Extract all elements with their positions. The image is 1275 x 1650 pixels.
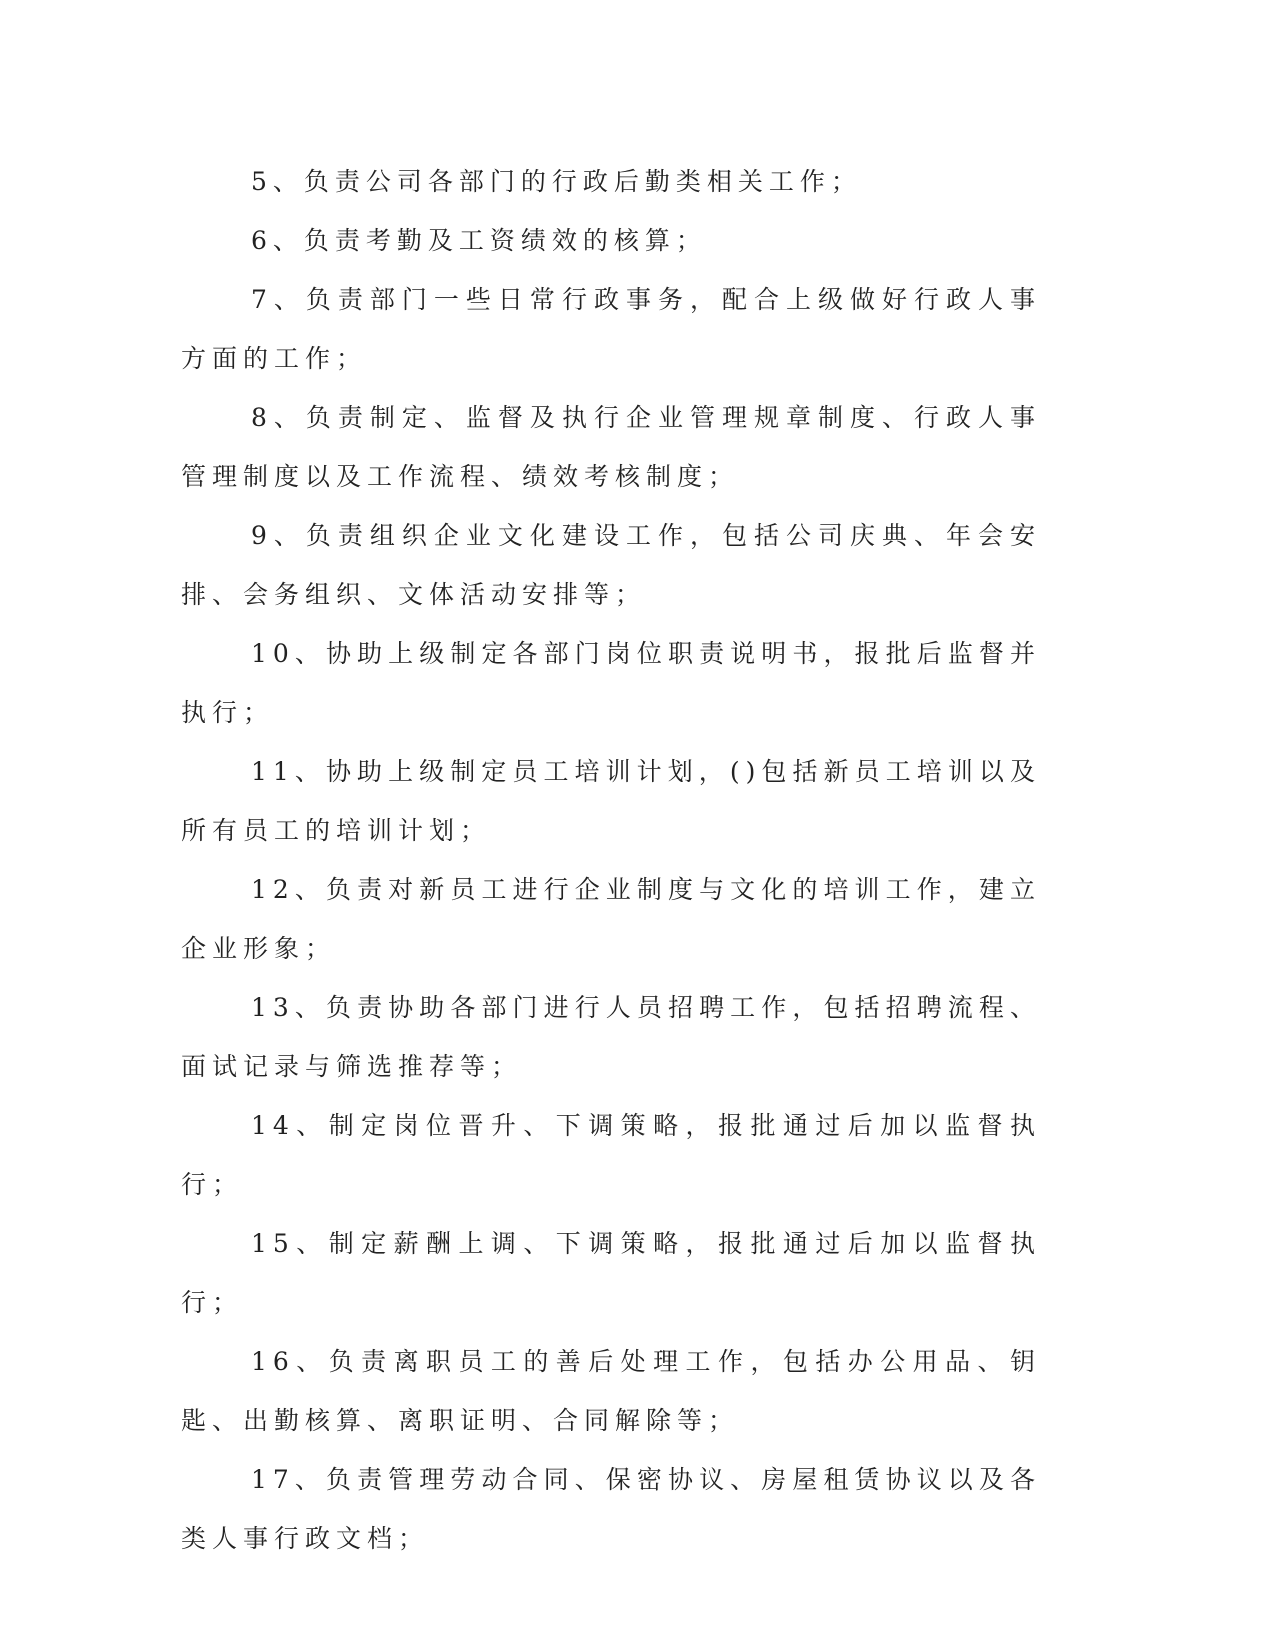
paragraph-item-14: 14、制定岗位晋升、下调策略，报批通过后加以监督执行； [181,1111,1041,1199]
document-body [181,152,1041,1568]
paragraph-item-13: 13、负责协助各部门进行人员招聘工作，包括招聘流程、面试记录与筛选推荐等； [181,993,1041,1081]
paragraph-item-12: 12、负责对新员工进行企业制度与文化的培训工作，建立企业形象； [181,875,1041,963]
paragraph-item-7: 7、负责部门一些日常行政事务，配合上级做好行政人事方面的工作； [181,285,1041,373]
paragraph-item-9: 9、负责组织企业文化建设工作，包括公司庆典、年会安排、会务组织、文体活动安排等； [181,521,1041,609]
paragraph-item-8: 8、负责制定、监督及执行企业管理规章制度、行政人事管理制度以及工作流程、绩效考核制度； [181,403,1041,491]
paragraph-item-6: 6、负责考勤及工资绩效的核算； [251,226,707,255]
paragraph-item-11: 11、协助上级制定员工培训计划，()包括新员工培训以及所有员工的培训计划； [181,757,1041,845]
paragraph-item-5: 5、负责公司各部门的行政后勤类相关工作； [251,167,862,196]
paragraph-item-16: 16、负责离职员工的善后处理工作，包括办公用品、钥匙、出勤核算、离职证明、合同解除等； [181,1347,1041,1435]
paragraph-item-17: 17、负责管理劳动合同、保密协议、房屋租赁协议以及各类人事行政文档； [181,1465,1041,1553]
paragraph-item-15: 15、制定薪酬上调、下调策略，报批通过后加以监督执行； [181,1229,1041,1317]
paragraph-item-10: 10、协助上级制定各部门岗位职责说明书，报批后监督并执行； [181,639,1041,727]
